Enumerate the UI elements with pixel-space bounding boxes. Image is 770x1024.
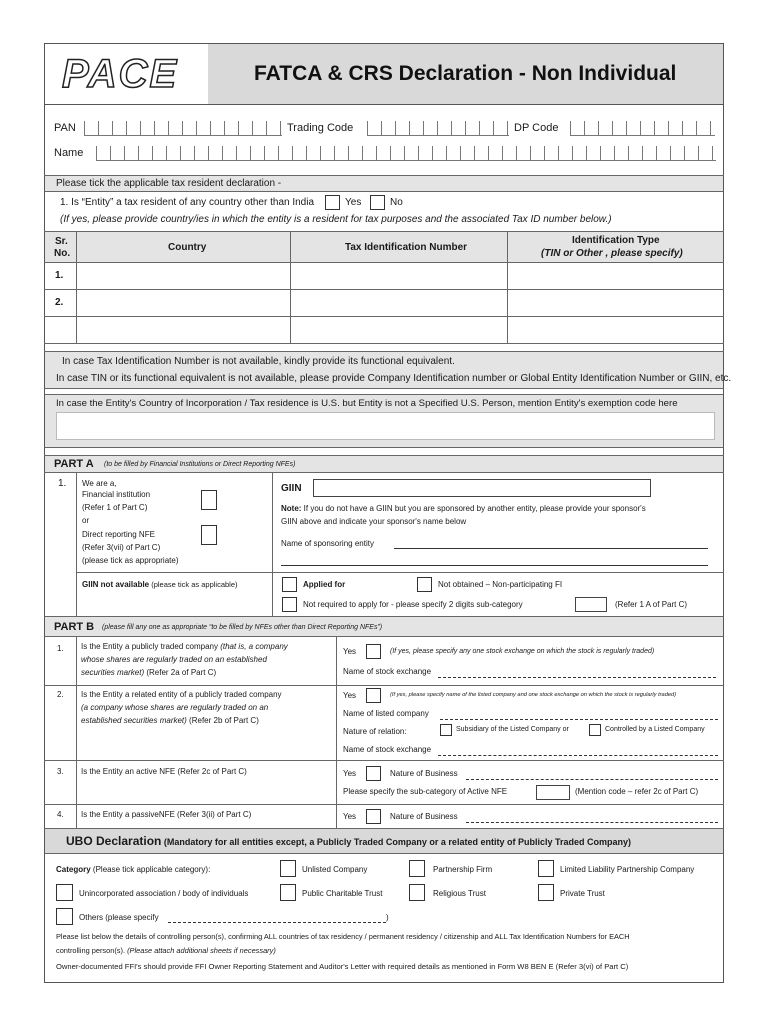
subsidiary-checkbox[interactable] [440, 724, 452, 736]
llp-label: Limited Liability Partnership Company [560, 865, 695, 874]
unlisted-company-checkbox[interactable] [280, 860, 296, 877]
q4-num: 4. [57, 810, 64, 819]
q2-yes-note: (If yes, please specify name of the listed company and one stock exchange on which the stock is regularly traded) [390, 692, 677, 698]
q2-listed-label: Name of listed company [343, 709, 429, 718]
tin-note-1: In case Tax Identification Number is not available, kindly provide its functional equivalent. [62, 356, 455, 367]
ubo-title: UBO Declaration (Mandatory for all entities except, a Publicly Traded Company or a related entity of Publicly Traded Company) [66, 834, 631, 848]
q2-relation-label: Nature of relation: [343, 727, 407, 736]
tax-resident-question: 1. Is “Entity” a tax resident of any country other than India [60, 197, 315, 208]
sponsor-input[interactable] [394, 548, 708, 549]
trading-code-label: Trading Code [287, 122, 354, 134]
sponsor-label: Name of sponsoring entity [281, 539, 374, 548]
category-label: Category (Please tick applicable category): [56, 865, 211, 874]
pan-input[interactable] [84, 121, 282, 136]
name-label: Name [54, 147, 84, 159]
name-input[interactable] [96, 146, 716, 161]
not-required-checkbox[interactable] [282, 597, 297, 612]
giin-label: GIIN [281, 483, 302, 494]
religious-trust-checkbox[interactable] [409, 884, 425, 901]
q1-exchange-input[interactable] [438, 677, 716, 678]
q2-num: 2. [57, 690, 64, 699]
private-trust-label: Private Trust [560, 889, 605, 898]
unlisted-company-label: Unlisted Company [302, 865, 368, 874]
q2-listed-input[interactable] [440, 719, 718, 720]
religious-trust-label: Religious Trust [433, 889, 486, 898]
ubo-list-2: controlling person(s). (Please attach additional sheets if necessary) [56, 946, 276, 955]
col-tin: Tax Identification Number [345, 242, 468, 253]
giin-note-1: Note: If you do not have a GIIN but you are sponsored by another entity, please provide your sponsor's [281, 504, 646, 513]
not-obtained-label: Not obtained – Non-participating FI [438, 580, 563, 589]
controlled-label: Controlled by a Listed Company [605, 726, 705, 733]
q4-business-input[interactable] [466, 822, 718, 823]
q1-line1: Is the Entity a publicly traded company (that is, a company [81, 642, 288, 651]
q1-yes-note: (If yes, please specify any one stock exchange on which the stock is regularly traded) [390, 648, 655, 655]
public-trust-label: Public Charitable Trust [302, 889, 383, 898]
applied-for-label: Applied for [303, 580, 346, 589]
part-a-title: PART A [54, 458, 94, 470]
private-trust-checkbox[interactable] [538, 884, 554, 901]
dr-ref: (Refer 3(vii) of Part C) [82, 543, 161, 552]
controlled-checkbox[interactable] [589, 724, 601, 736]
q4-yes-checkbox[interactable] [366, 809, 381, 824]
subsidiary-label: Subsidiary of the Listed Company or [456, 726, 569, 733]
trading-code-input[interactable] [367, 121, 509, 136]
q3-subcat-label: Please specify the sub-category of Active NFE [343, 787, 508, 796]
q2-line1: Is the Entity a related entity of a publicly traded company [81, 690, 282, 699]
fi-ref: (Refer 1 of Part C) [82, 503, 148, 512]
q3-subcat-input[interactable] [536, 785, 570, 800]
part-b-title: PART B [54, 621, 95, 633]
dp-code-input[interactable] [570, 121, 715, 136]
tax-resident-note: (If yes, please provide country/ies in which the entity is a resident for tax purposes and the associated Tax ID number below.) [60, 214, 612, 225]
q3-yes-label: Yes [343, 769, 357, 778]
q2-exchange-input[interactable] [438, 755, 718, 756]
q4-line1: Is the Entity a passiveNFE (Refer 3(ii) of Part C) [81, 810, 252, 819]
q1-yes-checkbox[interactable] [366, 644, 381, 659]
q3-business-label: Nature of Business [390, 769, 458, 778]
others-close: ) [386, 913, 389, 922]
q1-yes-label: Yes [343, 647, 357, 656]
col-no: No. [54, 248, 71, 259]
tax-resident-yes-checkbox[interactable] [325, 195, 340, 210]
col-id-type-sub: (TIN or Other , please specify) [541, 248, 683, 259]
q2-yes-checkbox[interactable] [366, 688, 381, 703]
q4-yes-label: Yes [343, 812, 357, 821]
dr-checkbox[interactable] [201, 525, 217, 545]
ubo-owner-note: Owner-documented FFI's should provide FFI Owner Reporting Statement and Auditor's Letter with required details as mentioned in Form W8 BEN E (Refer 3(vi) of Part C) [56, 962, 629, 971]
tax-resident-header: Please tick the applicable tax resident declaration - [56, 178, 282, 189]
fi-checkbox[interactable] [201, 490, 217, 510]
row-1-num: 1. [55, 270, 64, 281]
part-b-subtitle: (please fill any one as appropriate “to be filled by NFEs other than Direct Reporting NFEs”) [102, 624, 383, 631]
giin-note-2: GIIN above and indicate your sponsor's name below [281, 517, 467, 526]
we-are-label: We are a, [82, 479, 117, 488]
refer-1a: (Refer 1 A of Part C) [615, 600, 688, 609]
tick-note: (please tick as appropriate) [82, 556, 179, 565]
page-title: FATCA & CRS Declaration - Non Individual [254, 62, 677, 85]
no-label: No [390, 197, 403, 208]
q2-line2: (a company whose shares are regularly traded on an [81, 703, 269, 712]
q1-line2: whose shares are regularly traded on an established [81, 655, 267, 664]
part-a-num: 1. [58, 478, 67, 489]
logo: PACE [62, 52, 179, 96]
q3-business-input[interactable] [466, 779, 718, 780]
not-obtained-checkbox[interactable] [417, 577, 432, 592]
fi-label: Financial institution [82, 490, 151, 499]
q2-line3: established securities market) (Refer 2b of Part C) [81, 716, 259, 725]
q2-yes-label: Yes [343, 691, 357, 700]
exemption-code-input[interactable] [56, 412, 715, 440]
q1-num: 1. [57, 644, 64, 653]
giin-input[interactable] [313, 479, 651, 497]
q3-line1: Is the Entity an active NFE (Refer 2c of Part C) [81, 767, 247, 776]
sub-category-input[interactable] [575, 597, 607, 612]
q1-line3: securities market) (Refer 2a of Part C) [81, 668, 217, 677]
ubo-list-1: Please list below the details of controlling person(s), confirming ALL countries of tax residency / permanent residency / citizenship and ALL Tax Identification Numbers for EACH [56, 932, 630, 941]
pan-label: PAN [54, 122, 76, 134]
yes-label: Yes [345, 197, 362, 208]
not-required-label: Not required to apply for - please specify 2 digits sub-category [303, 600, 523, 609]
row-2-num: 2. [55, 297, 64, 308]
unincorporated-label: Unincorporated association / body of individuals [79, 889, 249, 898]
dr-label: Direct reporting NFE [82, 530, 155, 539]
q3-mention: (Mention code – refer 2c of Part C) [575, 787, 699, 796]
partnership-firm-checkbox[interactable] [409, 860, 425, 877]
q4-business-label: Nature of Business [390, 812, 458, 821]
giin-not-available: GIIN not available (please tick as applicable) [82, 580, 238, 589]
partnership-firm-label: Partnership Firm [433, 865, 493, 874]
tin-note-2: In case TIN or its functional equivalent is not available, please provide Company Identification number or Global Entity Identification Number or GIIN, etc. [56, 373, 732, 384]
unincorporated-checkbox[interactable] [56, 884, 73, 901]
applied-for-checkbox[interactable] [282, 577, 297, 592]
col-sr: Sr. [55, 236, 68, 247]
dp-code-label: DP Code [514, 122, 559, 134]
or-label: or [82, 516, 90, 525]
tax-resident-no-checkbox[interactable] [370, 195, 385, 210]
q3-num: 3. [57, 767, 64, 776]
col-id-type: Identification Type [572, 235, 660, 246]
others-label: Others (please specify [79, 913, 159, 922]
public-trust-checkbox[interactable] [280, 884, 296, 901]
col-country: Country [168, 242, 207, 253]
q1-exchange-label: Name of stock exchange [343, 667, 432, 676]
part-a-subtitle: (to be filled by Financial Institutions or Direct Reporting NFEs) [104, 461, 296, 468]
others-checkbox[interactable] [56, 908, 73, 925]
llp-checkbox[interactable] [538, 860, 554, 877]
q2-exchange-label: Name of stock exchange [343, 745, 432, 754]
q3-yes-checkbox[interactable] [366, 766, 381, 781]
others-input[interactable] [168, 922, 386, 923]
us-exemption-text: In case the Entity's Country of Incorporation / Tax residence is U.S. but Entity is not a Specified U.S. Person, mention Entity's exemption code here [56, 398, 678, 409]
